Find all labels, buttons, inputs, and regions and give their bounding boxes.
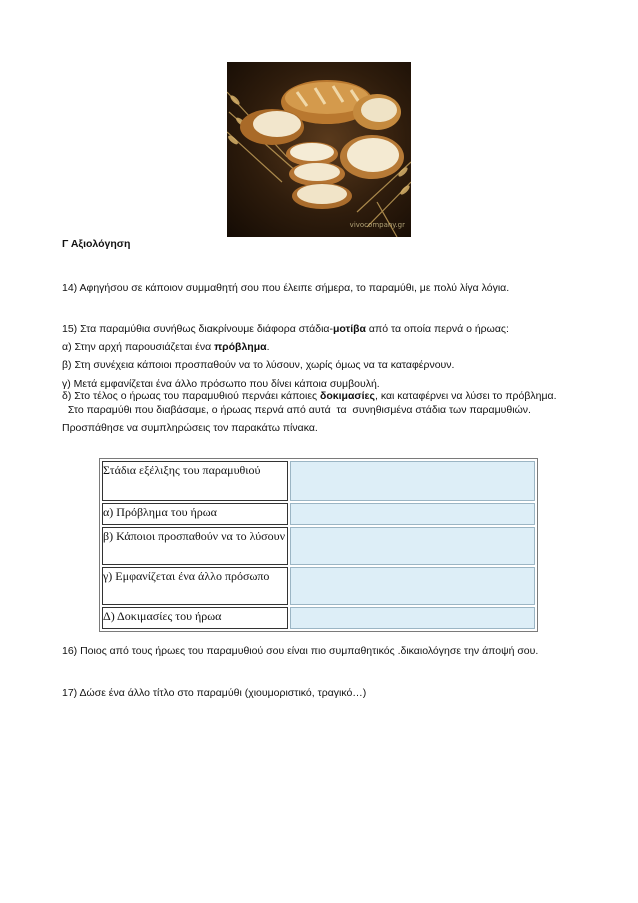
table-row-label: α) Πρόβλημα του ήρωα — [102, 503, 288, 525]
q15-intro-text: 15) Στα παραμύθια συνήθως διακρίνουμε διάφορα στάδια- — [62, 323, 333, 335]
question-15-intro — [62, 323, 509, 336]
table-header-label: Στάδια εξέλιξης του παραμυθιού — [102, 461, 288, 501]
table-row-label: γ) Εμφανίζεται ένα άλλο πρόσωπο — [102, 567, 288, 605]
table-answer-cell[interactable] — [290, 567, 535, 605]
q15-intro-tail: από τα οποία περνά ο ήρωας: — [366, 323, 509, 335]
question-14: 14) Αφηγήσου σε κάποιον συμμαθητή σου που έλειπε σήμερα, το παραμύθι, με πολύ λίγα λόγια. — [62, 282, 510, 294]
bread-image-icon — [227, 62, 411, 237]
q15-motifs-word: μοτίβα — [333, 323, 367, 335]
q15-trials-word: δοκιμασίες — [320, 390, 375, 402]
table-row — [102, 527, 535, 565]
question-15-d — [62, 390, 557, 403]
stages-table — [99, 458, 538, 632]
q15-a-tail: . — [266, 341, 270, 353]
question-15-a — [62, 341, 270, 354]
q15-a-text: α) Στην αρχή παρουσιάζεται ένα — [62, 341, 215, 353]
table-row — [102, 461, 535, 501]
table-answer-cell[interactable] — [290, 503, 535, 525]
table-answer-cell[interactable] — [290, 607, 535, 629]
watermark: vivocompany.gr — [349, 221, 405, 229]
q15-d-text: δ) Στο τέλος ο ήρωας του παραμυθιού περνάει κάποιες — [62, 390, 320, 402]
question-16: 16) Ποιος από τους ήρωες του παραμυθιού σου είναι πιο συμπαθητικός .δικαιολόγησε την άποψή σου. — [62, 645, 539, 657]
q15-d-tail: , και καταφέρνει να λύσει το πρόβλημα. — [374, 390, 557, 402]
table-row — [102, 567, 535, 605]
table-answer-cell[interactable] — [290, 527, 535, 565]
question-15-b: β) Στη συνέχεια κάποιοι προσπαθούν να το λύσουν, χωρίς όμως να τα καταφέρνουν. — [62, 359, 455, 371]
table-row-label: β) Κάποιοι προσπαθούν να το λύσουν — [102, 527, 288, 565]
table-row — [102, 607, 535, 629]
table-row — [102, 503, 535, 525]
bread-wheat-photo — [227, 62, 411, 237]
q15-problem-word: πρόβλημα — [214, 341, 267, 353]
table-row-label: Δ) Δοκιμασίες του ήρωα — [102, 607, 288, 629]
question-15-instruction: Προσπάθησε να συμπληρώσεις τον παρακάτω πίνακα. — [62, 422, 318, 434]
question-15-summary: Στο παραμύθι που διαβάσαμε, ο ήρωας περνά από αυτά τα συνηθισμένα στάδια των παραμυθιών. — [62, 404, 531, 416]
section-heading: Γ Αξιολόγηση — [62, 238, 131, 250]
table-answer-cell[interactable] — [290, 461, 535, 501]
question-15-g: γ) Μετά εμφανίζεται ένα άλλο πρόσωπο που δίνει κάποια συμβουλή. — [62, 378, 380, 390]
question-17: 17) Δώσε ένα άλλο τίτλο στο παραμύθι (χιουμοριστικό, τραγικό…) — [62, 687, 367, 699]
